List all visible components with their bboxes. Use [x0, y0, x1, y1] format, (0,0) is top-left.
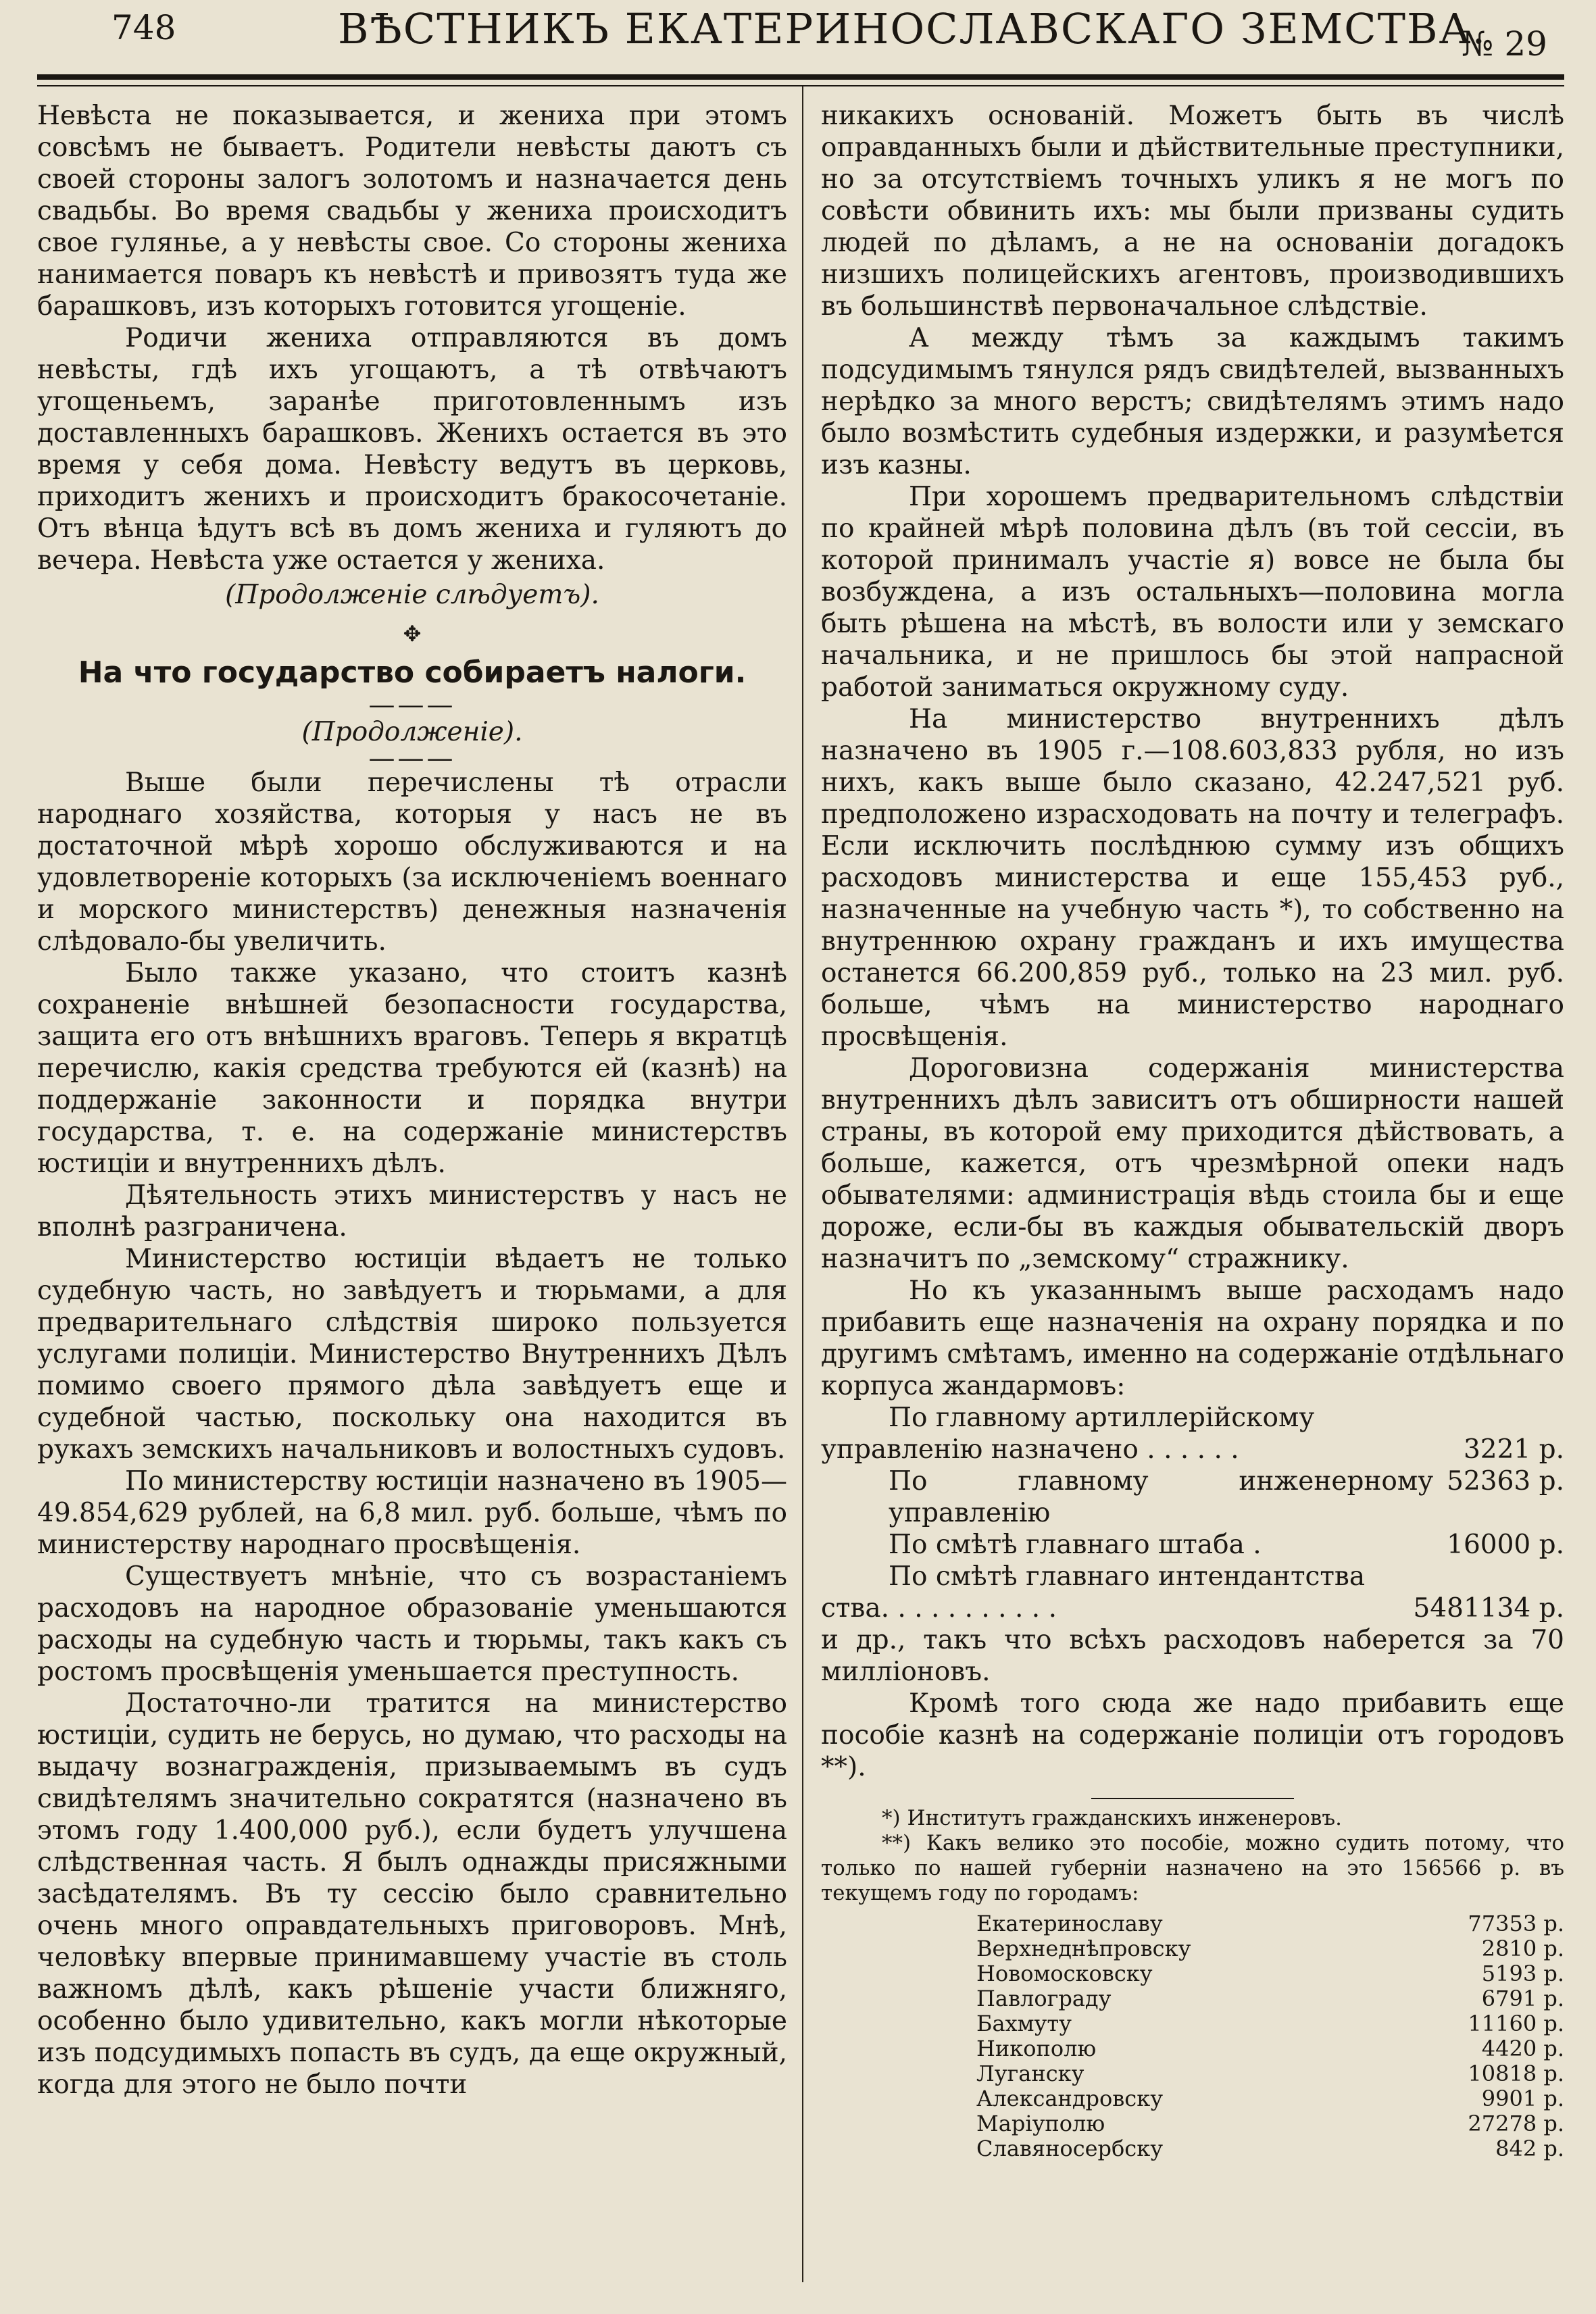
city-name: Александровску	[976, 2086, 1164, 2111]
column-divider	[802, 86, 803, 2282]
paragraph: Министерство юстиціи вѣдаетъ не только судебную часть, но завѣдуетъ и тюрьмами, а для предварительнаго слѣдствія широко пользуется услугами полиціи. Министерство Внутреннихъ Дѣлъ помимо своего прямого дѣла завѣдуетъ еще и судебной частью, поскольку она находится въ рукахъ земскихъ начальниковъ и волостныхъ судовъ.	[37, 1244, 787, 1465]
title-dash: ———	[368, 690, 456, 720]
city-name: Луганску	[976, 2061, 1084, 2086]
issue-number: № 29	[1462, 24, 1547, 64]
budget-item-label: По смѣтѣ главнаго интендантства	[889, 1561, 1366, 1592]
paragraph: Кромѣ того сюда же надо прибавить еще пособіе казнѣ на содержаніе полиціи отъ городовъ **).	[821, 1688, 1564, 1782]
city-amount: 9901 р.	[1481, 2086, 1564, 2111]
city-amount: 6791 р.	[1481, 1986, 1564, 2011]
footnote: *) Институтъ гражданскихъ инженеровъ.	[882, 1806, 1342, 1830]
subtitle-dash: ———	[368, 743, 456, 774]
city-row	[976, 2036, 1564, 2061]
paragraph: Но къ указаннымъ выше расходамъ надо прибавить еще назначенія на охрану порядка и по другимъ смѣтамъ, именно на содержаніе отдѣльнаго корпуса жандармовъ:	[821, 1276, 1564, 1401]
budget-item-line	[821, 1529, 1564, 1561]
city-row	[976, 1986, 1564, 2011]
paragraph: Было также указано, что стоитъ казнѣ сохраненіе внѣшней безопасности государства, защита его отъ внѣшнихъ враговъ. Теперь я вкратцѣ перечислю, какія средства требуются ей (казнѣ) на поддержаніе законности и порядка внутри государства, т. е. на содержаніе министерствъ юстиціи и внутреннихъ дѣлъ.	[37, 958, 787, 1179]
budget-item-label: По смѣтѣ главнаго штаба .	[889, 1530, 1262, 1560]
city-row	[976, 2011, 1564, 2036]
budget-item-label: По главному инженерному управленію	[889, 1466, 1434, 1528]
budget-item-line	[821, 1561, 1564, 1592]
city-amount: 27278 р.	[1468, 2111, 1564, 2136]
paragraph: Выше были перечислены тѣ отрасли народнаго хозяйства, которыя у насъ не въ достаточной мѣрѣ хорошо обслуживаются и на удовлетвореніе которыхъ (за исключеніемъ военнаго и морского министерствъ) денежныя назначенія слѣдовало-бы увеличить.	[37, 768, 787, 957]
budget-item-line	[821, 1434, 1564, 1465]
paragraph: А между тѣмъ за каждымъ такимъ подсудимымъ тянулся рядъ свидѣтелей, вызванныхъ нерѣдко за много верстъ; свидѣтелямъ этимъ надо было возмѣстить судебныя издержки, и разумѣется изъ казны.	[821, 323, 1564, 480]
city-name: Маріуполю	[976, 2111, 1105, 2136]
city-name: Павлограду	[976, 1986, 1112, 2011]
footnote-rule	[1091, 1798, 1294, 1799]
city-amount: 842 р.	[1495, 2136, 1564, 2161]
header-rule-thick	[37, 74, 1564, 80]
article-title: На что государство собираетъ налоги.	[78, 655, 747, 690]
header-rule-thin	[37, 85, 1564, 86]
paragraph: Достаточно-ли тратится на министерство юстиціи, судить не берусь, но думаю, что расходы на выдачу вознагражденія, призываемымъ въ судъ свидѣтелямъ значительно сократятся (назначено въ этомъ году 1.400,000 руб.), если будетъ улучшена слѣдственная часть. Я былъ однажды присяжными засѣдателямъ. Въ ту сессію было сравнительно очень много оправдательныхъ приговоровъ. Мнѣ, человѣку впервые принимавшему участіе въ столь важномъ дѣлѣ, какъ рѣшеніе участи ближняго, особенно было удивительно, какъ могли нѣкоторые изъ подсудимыхъ попасть въ судъ, да еще окружный, когда для этого не было почти	[37, 1688, 787, 2100]
budget-items	[821, 1402, 1564, 1624]
city-amount: 4420 р.	[1481, 2036, 1564, 2061]
ornament-divider: ✥	[403, 621, 422, 647]
budget-item-line	[821, 1402, 1564, 1434]
journal-title: ВѢСТНИКЪ ЕКАТЕРИНОСЛАВСКАГО ЗЕМСТВА.	[338, 4, 1487, 53]
left-column	[37, 100, 787, 2101]
budget-item-amount: 52363 р.	[1447, 1466, 1564, 1496]
budget-item-amount: 16000 р.	[1447, 1530, 1564, 1560]
page-header	[41, 0, 1561, 74]
budget-item-amount: 3221 р.	[1463, 1434, 1564, 1465]
city-amount: 10818 р.	[1468, 2061, 1564, 2086]
paragraph: Существуетъ мнѣніе, что съ возрастаніемъ расходовъ на народное образованіе уменьшаются расходы на судебную часть и тюрьмы, такъ какъ съ ростомъ просвѣщенія уменьшается преступность.	[37, 1561, 787, 1687]
right-column	[821, 100, 1564, 2161]
city-list	[976, 1911, 1564, 2161]
footnotes	[821, 1806, 1564, 2161]
city-amount: 5193 р.	[1481, 1961, 1564, 1986]
article-subtitle: (Продолженіе).	[301, 717, 523, 747]
city-name: Бахмуту	[976, 2011, 1072, 2036]
paragraph: никакихъ основаній. Можетъ быть въ числѣ оправданныхъ были и дѣйствительные преступники, но за отсутствіемъ точныхъ уликъ я не могъ по совѣсти обвинить ихъ: мы были призваны судить людей по дѣламъ, а не на основаніи догадокъ низшихъ полицейскихъ агентовъ, производившихъ въ большинствѣ первоначальное слѣдствіе.	[821, 101, 1564, 322]
city-row	[976, 2111, 1564, 2136]
city-amount: 77353 р.	[1468, 1911, 1564, 1936]
paragraph: Дѣятельность этихъ министерствъ у насъ не вполнѣ разграничена.	[37, 1180, 787, 1242]
city-name: Екатеринославу	[976, 1911, 1163, 1936]
page-number: 748	[111, 8, 176, 47]
budget-item-label: По главному артиллерійскому	[889, 1403, 1315, 1433]
city-name: Славяносербску	[976, 2136, 1164, 2161]
budget-item-label: управленію назначено . . . . . .	[821, 1434, 1239, 1465]
paragraph: По министерству юстиціи назначено въ 1905—49.854,629 рублей, на 6,8 мил. руб. больше, чѣмъ по министерству народнаго просвѣщенія.	[37, 1466, 787, 1560]
city-row	[976, 2136, 1564, 2161]
city-row	[976, 1936, 1564, 1961]
city-row	[976, 1961, 1564, 1986]
city-row	[976, 2086, 1564, 2111]
paragraph: и др., такъ что всѣхъ расходовъ наберется за 70 милліоновъ.	[821, 1625, 1564, 1687]
budget-item-label: ства. . . . . . . . . . .	[821, 1593, 1057, 1624]
city-row	[976, 2061, 1564, 2086]
paragraph: Родичи жениха отправляются въ домъ невѣсты, гдѣ ихъ угощаютъ, а тѣ отвѣчаютъ угощеньемъ, заранѣе приготовленнымъ изъ доставленныхъ барашковъ. Женихъ остается въ это время у себя дома. Невѣсту ведутъ въ церковь, приходитъ женихъ и происходитъ бракосочетаніе. Отъ вѣнца ѣдутъ всѣ въ домъ жениха и гуляютъ до вечера. Невѣста уже остается у жениха.	[37, 323, 787, 576]
city-name: Верхнеднѣпровску	[976, 1936, 1191, 1961]
city-row	[976, 1911, 1564, 1936]
continued-note: (Продолженіе слѣдуетъ).	[225, 580, 599, 610]
city-name: Никополю	[976, 2036, 1097, 2061]
budget-item-line	[821, 1592, 1564, 1624]
city-name: Новомосковску	[976, 1961, 1153, 1986]
paragraph: Дороговизна содержанія министерства внутреннихъ дѣлъ зависитъ отъ обширности нашей страны, въ которой ему приходится дѣйствовать, а больше, кажется, отъ чрезмѣрной опеки надъ обывателями: администрація вѣдь стоила бы и еще дороже, если-бы въ каждыя обывательскій дворъ назначитъ по „земскому“ стражнику.	[821, 1053, 1564, 1274]
paragraph: При хорошемъ предварительномъ слѣдствіи по крайней мѣрѣ половина дѣлъ (въ той сессіи, въ которой принималъ участіе я) вовсе не была бы возбуждена, а изъ остальныхъ—половина могла быть рѣшена на мѣстѣ, въ волости или у земскаго начальника, и не пришлось бы этой напрасной работой заниматься окружному суду.	[821, 482, 1564, 703]
footnote: **) Какъ велико это пособіе, можно судить потому, что только по нашей губерніи назначено на это 156566 р. въ текущемъ году по городамъ:	[821, 1831, 1564, 1905]
paragraph: Невѣста не показывается, и жениха при этомъ совсѣмъ не бываетъ. Родители невѣсты даютъ съ своей стороны залогъ золотомъ и назначается день свадьбы. Во время свадьбы у жениха происходитъ свое гулянье, а у невѣсты свое. Со стороны жениха нанимается поваръ къ невѣстѣ и привозятъ туда же барашковъ, изъ которыхъ готовится угощеніе.	[37, 101, 787, 322]
city-amount: 11160 р.	[1468, 2011, 1564, 2036]
budget-item-amount: 5481134 р.	[1413, 1593, 1564, 1624]
paragraph: На министерство внутреннихъ дѣлъ назначено въ 1905 г.—108.603,833 рубля, но изъ нихъ, какъ выше было сказано, 42.247,521 руб. предположено израсходовать на почту и телеграфъ. Если исключить послѣднюю сумму изъ общихъ расходовъ министерства и еще 155,453 руб., назначенные на учебную часть *), то собственно на внутреннюю охрану гражданъ и ихъ имущества останется 66.200,859 руб., только на 23 мил. руб. больше, чѣмъ на министерство народнаго просвѣщенія.	[821, 704, 1564, 1052]
city-amount: 2810 р.	[1481, 1936, 1564, 1961]
budget-item-line	[821, 1465, 1564, 1529]
